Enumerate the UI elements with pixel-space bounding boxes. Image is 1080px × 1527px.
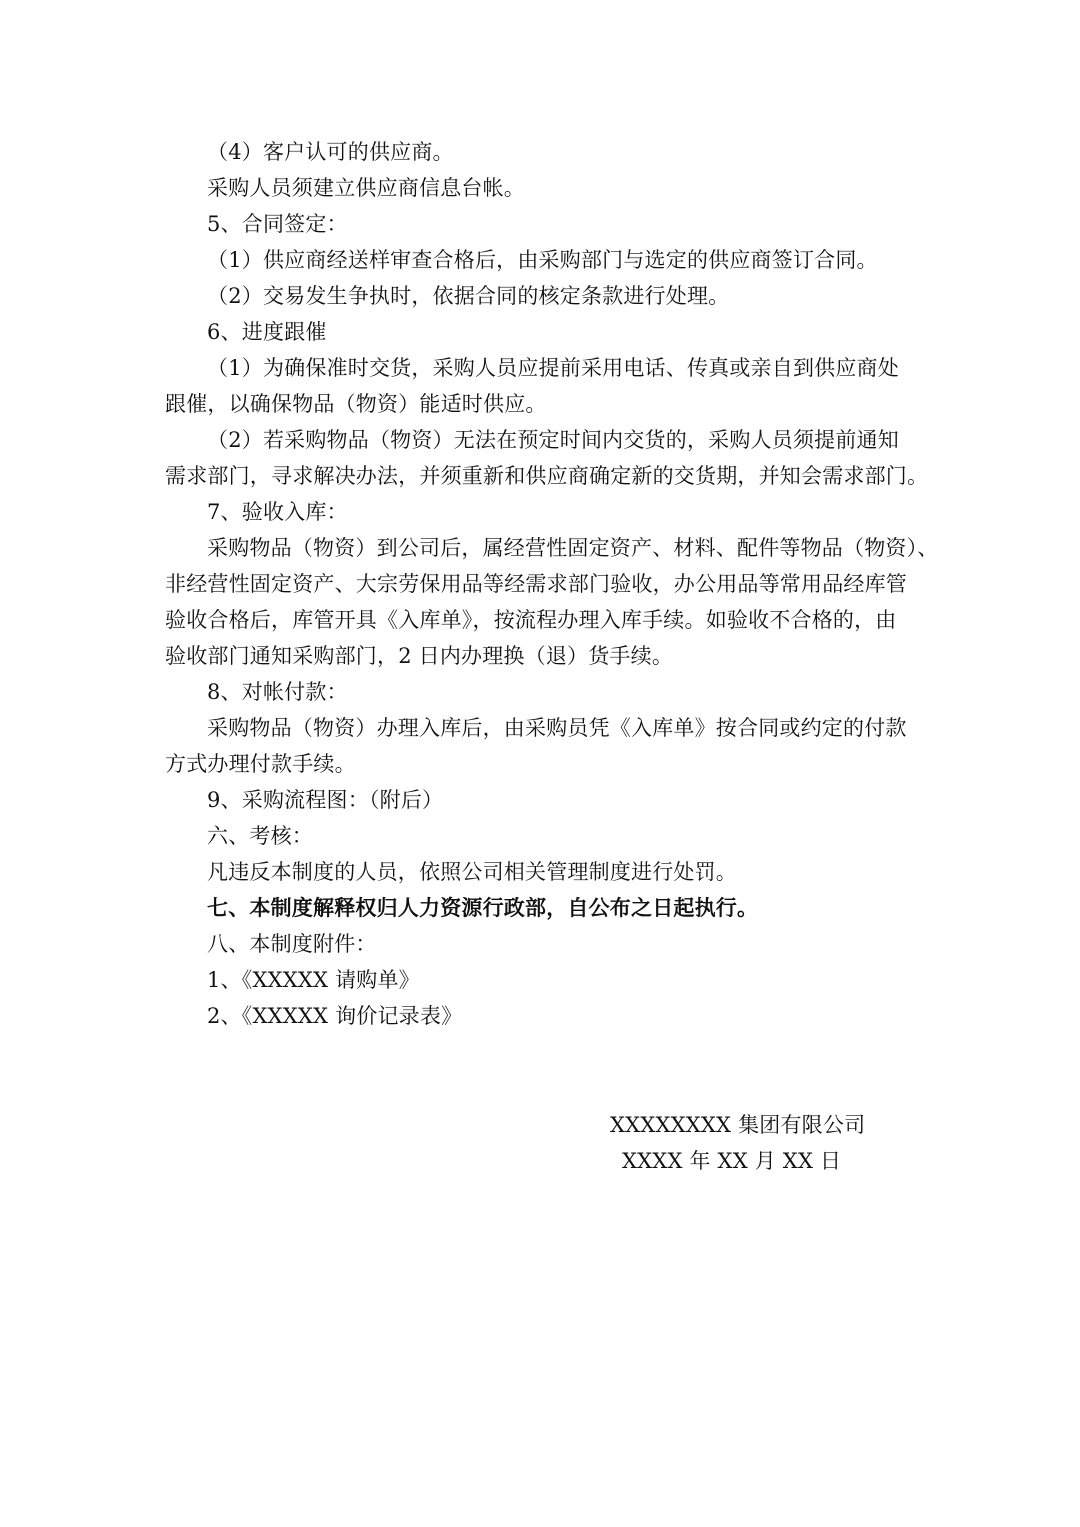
section-heading: 6、进度跟催 bbox=[207, 320, 327, 344]
company-name: XXXXXXXX 集团有限公司 bbox=[610, 1113, 866, 1137]
section-heading: 7、验收入库： bbox=[207, 500, 348, 524]
section-heading: 8、对帐付款： bbox=[207, 680, 348, 704]
signature-date: XXXX 年 XX 月 XX 日 bbox=[622, 1149, 842, 1173]
section-heading: 六、考核： bbox=[207, 824, 313, 848]
text-line: 非经营性固定资产、大宗劳保用品等经需求部门验收，办公用品等常用品经库管 bbox=[165, 572, 907, 596]
text-line: 凡违反本制度的人员，依照公司相关管理制度进行处罚。 bbox=[207, 860, 737, 884]
text-line: 验收合格后，库管开具《入库单》，按流程办理入库手续。如验收不合格的，由 bbox=[165, 608, 897, 632]
text-line: 验收部门通知采购部门，2 日内办理换（退）货手续。 bbox=[165, 644, 674, 668]
text-line: 方式办理付款手续。 bbox=[165, 752, 356, 776]
attachment-item: 2、《XXXXX 询价记录表》 bbox=[207, 1004, 463, 1028]
section-heading: 七、本制度解释权归人力资源行政部，自公布之日起执行。 bbox=[207, 895, 759, 920]
text-line: （1）为确保准时交货，采购人员应提前采用电话、传真或亲自到供应商处 bbox=[207, 356, 899, 380]
text-line: 采购人员须建立供应商信息台帐。 bbox=[207, 176, 525, 200]
text-line: 跟催，以确保物品（物资）能适时供应。 bbox=[165, 392, 547, 416]
attachment-item: 1、《XXXXX 请购单》 bbox=[207, 968, 420, 992]
text-line: 需求部门，寻求解决办法，并须重新和供应商确定新的交货期，并知会需求部门。 bbox=[165, 464, 929, 488]
text-line: （2）若采购物品（物资）无法在预定时间内交货的，采购人员须提前通知 bbox=[207, 428, 899, 452]
text-line: 采购物品（物资）办理入库后，由采购员凭《入库单》按合同或约定的付款 bbox=[207, 716, 907, 740]
text-line: （4）客户认可的供应商。 bbox=[207, 140, 454, 164]
text-line: （1）供应商经送样审查合格后，由采购部门与选定的供应商签订合同。 bbox=[207, 248, 878, 272]
text-line: 采购物品（物资）到公司后，属经营性固定资产、材料、配件等物品（物资）、 bbox=[207, 536, 939, 560]
section-heading: 9、采购流程图：（附后） bbox=[207, 788, 444, 812]
section-heading: 八、本制度附件： bbox=[207, 932, 377, 956]
section-heading: 5、合同签定： bbox=[207, 212, 348, 236]
text-line: （2）交易发生争执时，依据合同的核定条款进行处理。 bbox=[207, 284, 730, 308]
